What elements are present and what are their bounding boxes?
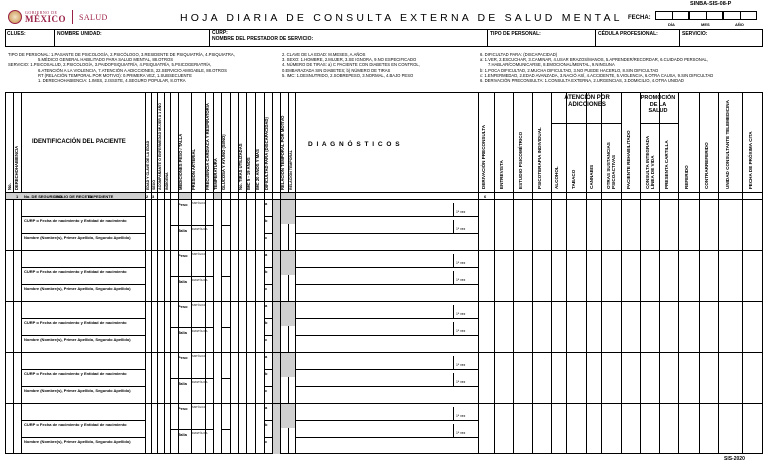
cell-subline xyxy=(170,378,178,379)
legend-line: c: 1.ENFERMEDAD, 2.EDAD AVANZADA, 3.NACIÓ ASÍ, 4.ACCIDENTE, 5.VIOLENCIA, 6.OTRA CAUSA, 9.SIN DIFICULTAD xyxy=(480,72,714,78)
legend-line: 6. DIFICULTAD PARA: (DISCAPACIDAD) xyxy=(480,52,558,57)
header-tabaco: TABACO xyxy=(571,169,576,189)
cell-subline xyxy=(264,216,272,217)
talla-label: Talla xyxy=(178,431,187,437)
tipo-personal-field[interactable] xyxy=(488,29,596,47)
peso-label: Peso xyxy=(178,406,188,411)
disc-b-label: b xyxy=(265,421,268,427)
id-subline xyxy=(21,216,145,217)
header-mediciones-peso-talla: MEDICIONES PESO / TALLA xyxy=(177,133,183,190)
subheader-cell xyxy=(179,193,191,200)
legend-line: 4. NÚMERO DE TIRAS: a) C PACIENTE CON DIABETES EN CONTROL, xyxy=(282,62,420,68)
adicciones-divider xyxy=(551,123,621,124)
relacion-temporal-cell xyxy=(273,353,280,403)
cell-subline xyxy=(221,378,230,379)
subheader-label: 6 xyxy=(484,193,487,199)
diag-subline xyxy=(295,216,478,217)
prestador-field[interactable] xyxy=(210,29,488,47)
diag-box-line xyxy=(453,305,454,318)
cell-subline xyxy=(264,437,272,438)
cell-subline xyxy=(178,327,191,328)
legend-line: 3. SEXO: 1.HOMBRE, 2.MUJER, 3.SE IGNORA, 9.NO ESPECIFICADO xyxy=(282,57,417,63)
page-title: HOJA DIARIA DE CONSULTA EXTERNA DE SALUD MENTAL xyxy=(180,12,623,24)
diag-box-line xyxy=(453,407,454,420)
header-promocion: PROMOCIÓN DE LA SALUD xyxy=(640,95,676,114)
diag-subline xyxy=(295,386,478,387)
cell-subline xyxy=(205,327,213,328)
relacion-temporal-cell xyxy=(281,251,295,276)
grid-line xyxy=(213,92,214,454)
disc-a-label: a xyxy=(265,201,268,206)
subheader-label: No. DE SEGURIDAD xyxy=(24,193,63,199)
header-edad-y-clave-de-la-edad: EDAD Y CLAVE DE LA EDAD xyxy=(145,140,150,190)
header-temperatura: TEMPERATURA xyxy=(212,158,218,190)
talla-label: Talla xyxy=(178,380,187,386)
relacion-temporal-cell xyxy=(273,200,280,250)
diag-box-line xyxy=(453,322,454,335)
talla-label: Talla xyxy=(178,329,187,335)
disc-b-label: b xyxy=(265,268,268,274)
id-subline xyxy=(21,267,145,268)
legend-column-2 xyxy=(282,52,472,78)
id-subline xyxy=(21,233,145,234)
cell-subline xyxy=(221,225,230,226)
grid-line xyxy=(678,92,679,454)
cedula-field[interactable] xyxy=(596,29,680,47)
date-year-label: AÑO xyxy=(735,22,744,27)
grid-line xyxy=(170,92,171,454)
sistolica-label: SISTÓLICA xyxy=(192,406,206,409)
clues-field[interactable] xyxy=(5,29,55,47)
row-divider xyxy=(5,301,763,302)
grid-line xyxy=(699,92,700,454)
salud-label: SALUD xyxy=(79,12,108,22)
sistolica-label: SISTÓLICA xyxy=(192,253,206,256)
id-subline xyxy=(21,437,145,438)
cell-subline xyxy=(191,429,205,430)
id-subline xyxy=(21,284,145,285)
diag-box-line xyxy=(453,424,454,437)
grid-line xyxy=(157,92,158,454)
curp-field-label: CURP o Fecha de nacimiento y Entidad de nacimiento xyxy=(24,319,127,325)
cell-subline xyxy=(178,225,191,226)
cell-subline xyxy=(170,225,178,226)
nombre-field-label: Nombre (Nombre(s), Primer Apellido, Segundo Apellido) xyxy=(24,235,131,241)
grid-line xyxy=(21,92,22,454)
header-identificacion: IDENTIFICACIÓN DEL PACIENTE xyxy=(32,139,126,145)
cell-subline xyxy=(221,276,230,277)
promocion-divider xyxy=(640,123,678,124)
cell-subline xyxy=(178,378,191,379)
header-imc-20-a-os-y-m-s: IMC 20 AÑOS Y MÁS xyxy=(254,149,260,190)
unidad-field[interactable] xyxy=(55,29,210,47)
header-no-tiras-utilizadas: No. TIRAS UTILIZADAS xyxy=(237,143,243,190)
date-day-label: DÍA xyxy=(668,22,675,27)
grid-line xyxy=(551,92,552,454)
gob-small-label: GOBIERNO DE xyxy=(25,9,58,15)
grid-line xyxy=(494,92,495,454)
legend-line: 7.HABLAR/COMUNICARSE, 8.EMOCIONAL/MENTAL, 9.NINGUNA xyxy=(488,62,615,68)
grid-line xyxy=(640,92,641,454)
diag-box-line xyxy=(453,271,454,284)
relacion-temporal-cell xyxy=(273,302,280,352)
curp-field-label: CURP o Fecha de nacimiento y Entidad de nacimiento xyxy=(24,370,127,376)
sistolica-label: SISTÓLICA xyxy=(192,304,206,307)
subheader-label: 3 xyxy=(152,193,155,199)
grid-line xyxy=(221,92,222,454)
id-subline xyxy=(21,386,145,387)
cell-subline xyxy=(178,276,191,277)
grid-line xyxy=(659,92,660,454)
header-referido: REFERIDO xyxy=(683,165,689,189)
disc-b-label: b xyxy=(265,217,268,223)
primera-vez-label: 1ª vez xyxy=(456,380,466,385)
legend-column-3 xyxy=(480,52,765,83)
government-logo xyxy=(8,8,108,26)
grid-line xyxy=(295,92,296,454)
primera-vez-label: 1ª vez xyxy=(456,311,466,316)
diastolica-label: DIASTÓLICA xyxy=(192,278,208,282)
disc-c-label: c xyxy=(265,439,268,445)
cell-subline xyxy=(264,369,272,370)
peso-label: Peso xyxy=(178,253,188,258)
logo-divider xyxy=(72,10,73,24)
disc-c-label: c xyxy=(265,337,268,343)
cell-subline xyxy=(205,378,213,379)
tipo-personal-label: TIPO DE PERSONAL: xyxy=(490,31,541,37)
subheader-label: EXPEDIENTE xyxy=(88,193,114,199)
curp-field-label: CURP o Fecha de nacimiento y Entidad de nacimiento xyxy=(24,268,127,274)
grid-line xyxy=(621,92,622,454)
unidad-label: NOMBRE UNIDAD: xyxy=(57,31,102,37)
header-consulta-integrada-l-nea-de-vida: CONSULTA INTEGRADA LÍNEA DE VIDA xyxy=(644,135,655,189)
talla-label: Talla xyxy=(178,227,187,233)
header-no: No. xyxy=(7,183,12,190)
curp-field-label: CURP o Fecha de nacimiento y Entidad de nacimiento xyxy=(24,421,127,427)
header-estudio-psicom-trico: ESTUDIO PSICOMÉTRICO xyxy=(517,131,523,189)
peso-label: Peso xyxy=(178,355,188,360)
header-contrarreferido: CONTRARREFERIDO xyxy=(703,142,709,189)
header-relaci-n-temporal-por-motivo: RELACIÓN TEMPORAL POR MOTIVO xyxy=(279,115,285,190)
grid-line xyxy=(478,92,479,454)
grid-line xyxy=(230,92,231,454)
sistolica-label: SISTÓLICA xyxy=(192,202,206,205)
gob-mexico-text xyxy=(25,11,66,24)
cell-subline xyxy=(264,420,272,421)
disc-a-label: a xyxy=(265,252,268,257)
grid-line xyxy=(205,92,206,454)
talla-label: Talla xyxy=(178,278,187,284)
primera-vez-label: 1ª vez xyxy=(456,227,466,232)
servicio-label: SERVICIO: xyxy=(682,31,708,37)
peso-label: Peso xyxy=(178,304,188,309)
grid-line xyxy=(13,92,14,454)
relacion-temporal-cell xyxy=(273,404,280,454)
header-cannabis: CANNABIS xyxy=(588,164,594,189)
row-divider xyxy=(5,250,763,251)
row-divider xyxy=(5,352,763,353)
primera-vez-label: 1ª vez xyxy=(456,260,466,265)
diastolica-label: DIASTÓLICA xyxy=(192,431,208,435)
clues-label: CLUES: xyxy=(7,31,26,37)
primera-vez-label: 1ª vez xyxy=(456,329,466,334)
cell-subline xyxy=(205,429,213,430)
grid-line xyxy=(513,92,514,454)
grid-line xyxy=(566,92,567,454)
subheader-label: FOLIO DE RECETA xyxy=(56,193,93,199)
curp-field-label: CURP o Fecha de nacimiento y Entidad de nacimiento xyxy=(24,217,127,223)
header-paciente-rehabilitado: PACIENTE REHABILITADO xyxy=(625,130,631,189)
header-fecha-de-pr-xima-cita: FECHA DE PRÓXIMA CITA xyxy=(747,131,753,189)
legend-line: a: 1.VER, 2.ESCUCHAR, 3.CAMINAR, 4.USAR BRAZOS/MANOS, 5.APRENDER/RECORDAR, 6.CUIDADO PERSONAL, xyxy=(480,57,709,63)
diag-box-line xyxy=(453,220,454,233)
legend-line: 5. IMC: 1.DESNUTRIDO, 2.SOBREPESO, 3.NORMAL, 4.BAJO PESO xyxy=(282,72,414,78)
nombre-field-label: Nombre (Nombre(s), Primer Apellido, Segundo Apellido) xyxy=(24,337,131,343)
disc-a-label: a xyxy=(265,405,268,410)
legend-line: 6. DERIVACIÓN PRECONSULTA: 1.CONSULTA EXTERNA, 2.URGENCIAS, 3.DOMICILIO, 4.OTRA UNIDAD xyxy=(480,78,684,84)
header-presi-n-arterial: PRESIÓN ARTERIAL xyxy=(190,148,196,190)
cell-subline xyxy=(264,284,272,285)
grid-line xyxy=(586,92,587,454)
header-relaci-n-temporal: RELACIÓN TEMPORAL xyxy=(288,150,293,190)
header-otras-sustancias-psicoactivas: OTRAS SUSTANCIAS PSICOACTIVAS xyxy=(606,142,616,189)
header-entrevista: ENTREVISTA xyxy=(498,160,504,189)
primera-vez-label: 1ª vez xyxy=(456,278,466,283)
id-subline xyxy=(21,420,145,421)
relacion-temporal-cell xyxy=(273,251,280,301)
cell-subline xyxy=(170,276,178,277)
legend-line: RT (RELACIÓN TEMPORAL POR MOTIVO): 0.PRIMERA VEZ, 1.SUBSECUENTE xyxy=(38,72,192,78)
header-alcohol: ALCOHOL xyxy=(553,166,559,189)
grid-line xyxy=(246,92,247,454)
header-ind-gena: INDÍGENA xyxy=(164,172,169,190)
diag-box-line xyxy=(453,373,454,386)
header-diagnosticos: D I A G N Ó S T I C O S xyxy=(308,141,401,148)
diastolica-label: DIASTÓLICA xyxy=(192,380,208,384)
peso-label: Peso xyxy=(178,202,188,207)
legend-column-1 xyxy=(8,52,273,83)
diag-box-line xyxy=(453,254,454,267)
grid-line xyxy=(255,92,256,454)
id-subline xyxy=(21,335,145,336)
header-imc-5-19-a-os: IMC 5 - 19 AÑOS xyxy=(245,157,251,190)
primera-vez-label: 1ª vez xyxy=(456,362,466,367)
header-unidad-consultante-telemedicina: UNIDAD CONSULTANTE TELEMEDICINA xyxy=(725,100,730,189)
disc-b-label: b xyxy=(265,370,268,376)
subheader-bottom xyxy=(5,199,763,200)
row-divider xyxy=(5,403,763,404)
grid-line xyxy=(191,92,192,454)
header-glucosa-y-ayuno-si-no: GLUCOSA Y AYUNO (SI/NO) xyxy=(220,134,226,190)
cell-subline xyxy=(264,318,272,319)
cell-subline xyxy=(264,267,272,268)
sistolica-label: SISTÓLICA xyxy=(192,355,206,358)
seal-icon xyxy=(8,10,22,24)
grid-line xyxy=(164,92,165,454)
header-derivaci-n-preconsulta: DERIVACIÓN PRECONSULTA xyxy=(481,124,486,189)
servicio-field[interactable] xyxy=(680,29,763,47)
cell-subline xyxy=(191,378,205,379)
grid-line xyxy=(238,92,239,454)
id-subline xyxy=(21,369,145,370)
cell-subline xyxy=(191,327,205,328)
relacion-temporal-cell xyxy=(281,404,295,429)
cell-subline xyxy=(264,335,272,336)
legend-line: 6.ATENCIÓN A LA VIOLENCIA, 7.ATENCIÓN A ADICCIONES, 22.SERVICIO AMIGABLE, 88.OTROS xyxy=(38,67,227,73)
fecha-label: FECHA: xyxy=(628,15,651,21)
header-frecuencia-card-aca-y-respiratoria: FRECUENCIA CARDÍACA Y RESPIRATORIA xyxy=(204,103,210,190)
relacion-temporal-cell xyxy=(281,353,295,378)
relacion-temporal-cell xyxy=(281,302,295,327)
header-acompa-ante-o-enfermedad-mujer-a-1-a-o: ACOMPAÑANTE O ENFERMEDAD MUJER A 1 AÑO xyxy=(157,103,162,190)
diag-subline xyxy=(295,318,478,319)
disc-c-label: c xyxy=(265,388,268,394)
cell-subline xyxy=(264,233,272,234)
diag-box-line xyxy=(453,203,454,216)
cell-subline xyxy=(221,429,230,430)
header-dificultad-para-discapacidad: DIFICULTAD PARA (DISCAPACIDAD) xyxy=(263,117,269,190)
grid-line xyxy=(601,92,602,454)
legend-line: b: 1.POCA DIFICULTAD, 2.MUCHA DIFICULTAD, 3.NO PUEDE HACERLO, 8.SIN DIFICULTAD xyxy=(480,67,659,73)
grid-line xyxy=(742,92,743,454)
date-month-label: MES xyxy=(701,22,710,27)
header-sexo: SEXO xyxy=(151,180,156,190)
header-derechohabiencia: DERECHOHABIENCIA xyxy=(14,145,19,190)
header-psicoterapia-individual: PSICOTERAPIA INDIVIDUAL xyxy=(536,127,542,189)
diag-subline xyxy=(295,420,478,421)
diag-subline xyxy=(295,267,478,268)
relacion-temporal-cell xyxy=(281,200,295,225)
diastolica-label: DIASTÓLICA xyxy=(192,227,208,231)
subheader-label: 2 xyxy=(146,193,149,199)
legend-line: 0.EMBARAZADA SIN DIABETES; b) NÚMERO DE TIRAS xyxy=(282,67,391,73)
cell-subline xyxy=(178,429,191,430)
legend-line: 1. DERECHOHABIENCIA: 1.IMSS, 2.ISSSTE, 4.SEGURO POPULAR, 8.OTRA xyxy=(38,78,186,84)
primera-vez-label: 1ª vez xyxy=(456,413,466,418)
subheader-cell xyxy=(281,193,295,200)
diag-subline xyxy=(295,233,478,234)
cedula-label: CÉDULA PROFESIONAL: xyxy=(598,31,658,37)
nombre-field-label: Nombre (Nombre(s), Primer Apellido, Segundo Apellido) xyxy=(24,439,131,445)
disc-a-label: a xyxy=(265,303,268,308)
disc-b-label: b xyxy=(265,319,268,325)
diag-subline xyxy=(295,369,478,370)
diag-subline xyxy=(295,284,478,285)
legend-line: 5.MÉDICO GENERAL HABILITADO PARA SALUD MENTAL, 88.OTROS xyxy=(38,57,174,63)
subheader-cell xyxy=(214,193,221,200)
nombre-field-label: Nombre (Nombre(s), Primer Apellido, Segundo Apellido) xyxy=(24,286,131,292)
diag-box-line xyxy=(453,356,454,369)
grid-line xyxy=(532,92,533,454)
cell-subline xyxy=(191,225,205,226)
diag-subline xyxy=(295,335,478,336)
grid-line xyxy=(178,92,179,454)
id-subline xyxy=(21,318,145,319)
legend-line: 2. CLAVE DE LA EDAD: M.MESES, A.AÑOS xyxy=(282,52,366,57)
cell-subline xyxy=(191,276,205,277)
form-code: SINBA-SIS-08-P xyxy=(690,1,732,7)
legend-line: SERVICIO: 1.PSICOSALUD, 2.PSICOLOGÍA, 3.PAIDOPSIQUIATRÍA, 4.PSIQUIATRÍA, 5.PSICOGERIATRÍA, xyxy=(8,62,212,68)
diastolica-label: DIASTÓLICA xyxy=(192,329,208,333)
prestador-label: NOMBRE DEL PRESTADOR DE SERVICIO: xyxy=(212,36,314,42)
cell-subline xyxy=(221,327,230,328)
primera-vez-label: 1ª vez xyxy=(456,209,466,214)
diag-subline xyxy=(295,437,478,438)
legend-line: TIPO DE PERSONAL: 1.PASANTE DE PSICOLOGÍA, 2.PSICÓLOGO, 3.RESIDENTE DE PSIQUIATRÍA, 4.PSIQUIATRA, xyxy=(8,52,235,57)
grid-line xyxy=(718,92,719,454)
primera-vez-label: 1ª vez xyxy=(456,431,466,436)
cell-subline xyxy=(264,386,272,387)
disc-c-label: c xyxy=(265,235,268,241)
subheader-label: 1 xyxy=(16,193,19,199)
cell-subline xyxy=(205,276,213,277)
cell-subline xyxy=(170,429,178,430)
disc-a-label: a xyxy=(265,354,268,359)
nombre-field-label: Nombre (Nombre(s), Primer Apellido, Segundo Apellido) xyxy=(24,388,131,394)
cell-subline xyxy=(170,327,178,328)
cell-subline xyxy=(205,225,213,226)
curp-label: CURP: xyxy=(212,30,228,36)
header-presenta-cartilla: PRESENTA CARTILLA xyxy=(663,140,669,189)
header-adicciones: ATENCIÓN POR ADICCIONES xyxy=(564,95,610,108)
footer-code: SIS-2020 xyxy=(724,456,745,462)
gob-big-label: MÉXICO xyxy=(25,13,66,24)
disc-c-label: c xyxy=(265,286,268,292)
